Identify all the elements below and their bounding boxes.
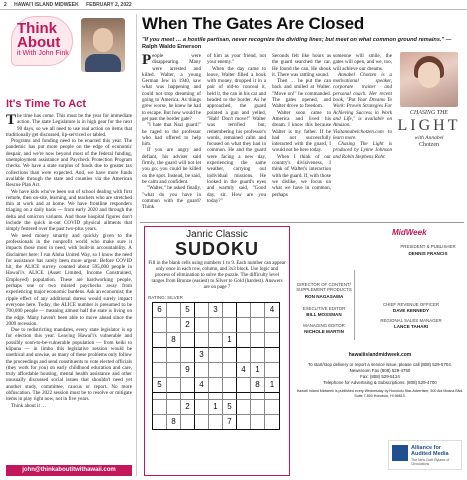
sudoku-cell [223,363,237,378]
sudoku-cell: 8 [251,378,265,393]
masthead [296,226,464,476]
quote-text: "If you meet … a hostile partisan, never recognize the dividing lines; but meet on what common ground remains." [142,37,445,43]
sudoku-cell: 4 [237,363,251,378]
columnist-photo [400,52,458,107]
audit-badge [388,440,462,470]
article-column-2 [207,53,266,204]
article-paragraph: Seconds felt like hours as the guard searched the car. He found the can. He shook it. There was rattling sound. [272,53,331,78]
sudoku-cell [251,415,265,429]
midweek-logo: MidWeek [392,228,427,237]
sudoku-cell [195,415,209,429]
sudoku-cell [251,333,265,348]
column-divider [136,14,137,476]
author-shirt [85,54,121,72]
sudoku-cell: 4 [265,303,279,318]
sudoku-cell [209,348,223,363]
managing-name: NICHOLE MARTIN [304,329,344,334]
sudoku-cell [265,333,279,348]
page-number: 2 [4,2,7,8]
logo-label-main: LIGHT [397,117,461,134]
publication-date: FEBRUARY 2, 2022 [86,2,132,8]
section-divider [140,222,464,223]
logo-label-name: Chotzen [419,142,439,148]
sudoku-cell: 2 [181,400,195,415]
logo-line-2: About [17,34,61,51]
logo-label-top: CHASING THE [409,110,449,116]
column-paragraph: he time has come. This must be the year for immediate action. The state Legislature is in high gear for the next 90 days, so we all need to use real action on items that traditionally get discussed, lip-serviced or tabled. [6,113,132,138]
sudoku-cell [167,348,181,363]
sudoku-cell: 1 [265,378,279,393]
column-paragraph: Think about it … [11,402,47,409]
sudoku-cell [265,318,279,333]
sudoku-cell: 7 [223,415,237,429]
sudoku-cell [209,318,223,333]
sudoku-cell: 1 [251,363,265,378]
sudoku-cell [265,363,279,378]
sudoku-cell [209,378,223,393]
page-header [0,0,467,10]
sudoku-cell: 3 [195,348,209,363]
sudoku-cell [237,378,251,393]
article-quote [142,37,462,51]
sudoku-cell [195,363,209,378]
sudoku-cell [153,400,167,415]
sudoku-title-1: Janric Classic [186,229,248,240]
badge-subtitle: The New Gold Bylaws of Circulations [411,458,450,466]
sudoku-cell [153,348,167,363]
sudoku-cell [153,393,167,400]
sudoku-cell [209,415,223,429]
sudoku-cell [265,415,279,429]
president-role: PRESIDENT & PUBLISHER [400,244,456,249]
sudoku-cell [153,318,167,333]
article-paragraph: When the day came to leave, Walter filled a book with money, dropped it in a pair of old-to conceal it, held it, the can in his car and headed to the border. As he approached, the guard pointed a gun and yelled, "Halt! Don't move!" Walter was terrified but, remembering his professor's words, remained calm and focused on what they had in common. He and the guard were facing a new day, experiencing the same weather, carrying out individual missions. He looked in the guard's eyes and warmly said, "Good day, sir. How are you today?" [207,65,266,204]
sudoku-cell [251,400,265,415]
sudoku-cell [167,318,181,333]
sudoku-cell: 1 [223,333,237,348]
sudoku-cell [195,303,209,318]
director-role: DIRECTOR OF CONTENT/ SUPPLEMENT PRODUCTS [296,282,352,292]
sudoku-cell [223,348,237,363]
article-paragraph: of him as your friend, not your enemy." [207,53,266,66]
article-column-4 [333,53,392,160]
sudoku-cell [237,303,251,318]
publication-name: HAWAI'I ISLAND MIDWEEK [14,2,79,8]
sudoku-cell [195,318,209,333]
sudoku-cell [167,393,181,400]
sudoku-cell [265,393,279,400]
sudoku-cell [237,400,251,415]
article-column-3 [272,53,331,198]
sudoku-cell: 8 [167,333,181,348]
sudoku-cell [167,303,181,318]
sudoku-cell: 8 [167,415,181,429]
director-name: RON NAGASAWA [304,294,344,299]
logo-label-with: with Annabel [414,135,444,141]
sudoku-instructions: Fill in the blank cells using numbers 1 to 9. Each number can appear only once in each row, column, and 3x3 block. Use logic and process of elimination to solve the puzzle. The difficulty level ranges from Bronze (easiest) to Silver to Gold (hardest). Answers are on page 7 [148,261,286,290]
article-paragraph: When I think of our country's divisiveness, I think of Walter's interaction with the guard. If, with those we dislike, we focus on what we have in common, perhaps [272,153,331,198]
sudoku-cell: 2 [181,318,195,333]
sudoku-cell [153,415,167,429]
sudoku-cell [195,400,209,415]
sudoku-box [144,226,290,476]
sudoku-cell [209,333,223,348]
fax-number: Fax: (808) 529-5124 [360,374,400,379]
advertising-phone: Telephone for Advertising & Subscriptions: (808) 529-4700 [323,380,437,385]
sudoku-cell [223,378,237,393]
sudoku-cell [195,393,209,400]
sudoku-rating: RATING: SILVER [148,295,183,300]
author-bio [333,72,392,141]
quote-attribution: — Ralph Waldo Emerson [142,37,452,50]
credit-text: Chasing The Light is produced by Lynne Johnson and Robin Stephens Rohr. [333,141,392,160]
revenue-name: DAVE KENNEDY [392,308,430,313]
column-title: It's Time To Act [6,98,87,110]
sudoku-cell [251,393,265,400]
sudoku-cell [167,400,181,415]
production-credit [333,141,392,160]
sudoku-grid [152,302,280,430]
sudoku-cell: 3 [209,303,223,318]
aam-logo-icon [392,445,408,461]
column-paragraph: We have kids who've been out of school dealing with first remote, then on-site, learning, and teachers who are stretched thin at work and at home. We have frontline responders triaging on a daily basis — from early 2020 and through the delta and omicron variants. And those hospital figures don't include the quick in-out COVID physical ailments that simply festered over the past two-plus years. [6,188,132,233]
sudoku-cell [195,333,209,348]
badge-title: Alliance for Audited Media [411,445,449,457]
column-paragraph: Due to redistricting mandates, every state legislator is up for election this year. Leaving Hawai'i's vulnerable and possibly soon-to-be-vulnerable population — from keiki to kūpuna — in limbo this legislative session would be unethical and unwise, as many of these problems only follow the proceedings and send constituents to vote elected officials (they work for you) on early childhood education and care, truly affordable housing, mental health assistance and other unusually discussed social issues that shouldn't need yet another study, committee, caucus or report. No more obfuscation. The 2022 session must be to resolve or mitigate items in play right now, not in five years. [6,327,132,403]
sudoku-cell [223,303,237,318]
drop-cap: T [6,112,17,128]
sudoku-cell [181,333,195,348]
article-paragraph: eople were disappearing. Many were arrested and killed. Walter, a young German Jew in 1940, saw what was happening and could not stop dreaming of going to America. As things grew worse, he knew he had to escape. But how would he get past the border gate? [142,53,201,122]
sudoku-cell [237,333,251,348]
sudoku-cell [181,378,195,393]
article-continuation: someone will smile, the gates will open, and we, too, will achieve our dreams. [333,53,392,72]
regional-role: REGIONAL SALES MANAGER [380,318,442,323]
sudoku-title-2: SUDOKU [174,239,259,259]
sudoku-cell: 1 [209,400,223,415]
sudoku-cell: 5 [181,303,195,318]
sudoku-cell [251,348,265,363]
sudoku-cell: 9 [181,363,195,378]
sudoku-cell [209,363,223,378]
sudoku-cell [181,348,195,363]
sudoku-cell [181,415,195,429]
column-paragraph: Programs and funding need to be enacted this year. The pandemic has put more people on the edge of economic despair, and we're now beyond most of the federal funding, unemployment assistance and Paycheck Protection Program checks. We have a state surplus of funds due to greater tax collections than were expected. And, we have more funds available through the state and counties via the American Rescue Plan Act. [6,138,132,189]
article-column-1 [142,53,201,210]
sudoku-cell [153,363,167,378]
sudoku-cell [181,393,195,400]
sudoku-cell [251,303,265,318]
sudoku-cell [209,393,223,400]
column-logo [3,14,131,84]
article-paragraph: If you are angry and defiant, his adviser said firmly, the guard will not let you go; you could be killed on the spot. Instead, be said, be calm and confident. [142,147,201,185]
author-email-link[interactable]: john@thinkaboutitwithawaii.com [6,465,132,476]
article-paragraph: Walter soon came to America and lived his dream. I know this because Walter is my father. If he had not successfully interacted with the guard, I would not be here today. [272,109,331,154]
sudoku-cell [251,318,265,333]
author-face [93,28,113,52]
author-photo [81,18,125,72]
article-title: When The Gates Are Closed [142,14,365,33]
delivery-info: To start/stop delivery or report a service issue, please call (808) 529-5704. [308,362,452,367]
article-drop-cap: P [142,52,152,68]
sudoku-cell [237,348,251,363]
executive-name: BILL MOSSMAN [306,312,342,317]
logo-line-1: Think [17,20,57,37]
article-paragraph: "Walter," he asked finally, "what do you have in common with the guard? Think [142,185,201,211]
sudoku-cell [167,363,181,378]
columnist-face [418,62,440,88]
sudoku-cell [153,333,167,348]
sudoku-cell: 4 [195,378,209,393]
article-paragraph: "I hate that Nazi guard!" he raged to the professor who had offered to help him. [142,122,201,148]
sudoku-cell [265,348,279,363]
article-paragraph: Then … he put the can back and smiled at Walter. "Move on!" he commanded. The gates opened, and Walter drove to freedom. [272,78,331,110]
executive-role: EXECUTIVE EDITOR [302,306,346,311]
sudoku-cell [167,378,181,393]
revenue-role: CHIEF REVENUE OFFICER [382,302,440,307]
president-name: DENNIS FRANCIS [408,251,448,256]
sudoku-cell: 5 [223,400,237,415]
column-paragraph: We need money smartly and quickly given to the professionals in the nonprofit world who make sure it impacts those most in need, with built-in accountability. A disclaimer here: I run Aloha United Way, so I know the need for assistance has rarely been more urgent. Before COVID hit, the ALICE survey counted about 595,000 people in Hawai'i's ALICE (Asset Limited, Income Constrained, Employed) population. These are hardworking people, perhaps one or two missed paychecks away from experiencing major economic burdens. Ask an economist; the ripple effect of any additional duress would surely impact everyone here. Today, the ALICE number is presumed to be 700,000 people — meaning almost half the state is living on the edge. Many haven't been able to move ahead since the 2009 recession. [6,232,132,327]
column-body [6,113,132,409]
newsroom-fax: Newsroom Fax (808) 529-4750 [349,368,411,373]
publisher-note: Hawai'i Island Midweek is published every Wednesday by Honolulu Star-Advertiser, 500 Ala Moana Blvd. Suite 7-500 Honolulu, HI 96813. [296,389,464,398]
masthead-divider [354,270,355,340]
regional-name: LANCE TAHARI [393,324,429,329]
sudoku-cell [265,400,279,415]
sudoku-cell [237,415,251,429]
sudoku-cell [237,318,251,333]
sudoku-cell [237,393,251,400]
sudoku-cell: 6 [153,303,167,318]
bio-text: Annabel Chotzen is a motivational speaker, corporate trainer and personal coach. Her recent book, "Put Your Dreams To Work: Proven Strategies For Achieving Success in Work and Life," is available on Amazon. Visitannabelchotzen.com to learn more. [333,71,392,141]
sudoku-cell [223,393,237,400]
website-link[interactable]: hawaiiislandmidweek.com [348,352,412,358]
managing-role: MANAGING EDITOR [303,323,345,328]
sudoku-cell: 5 [153,378,167,393]
logo-line-3: it With John Fink [17,50,69,57]
sudoku-cell [223,318,237,333]
chasing-the-light-logo [394,52,464,202]
contact-info [296,352,464,398]
